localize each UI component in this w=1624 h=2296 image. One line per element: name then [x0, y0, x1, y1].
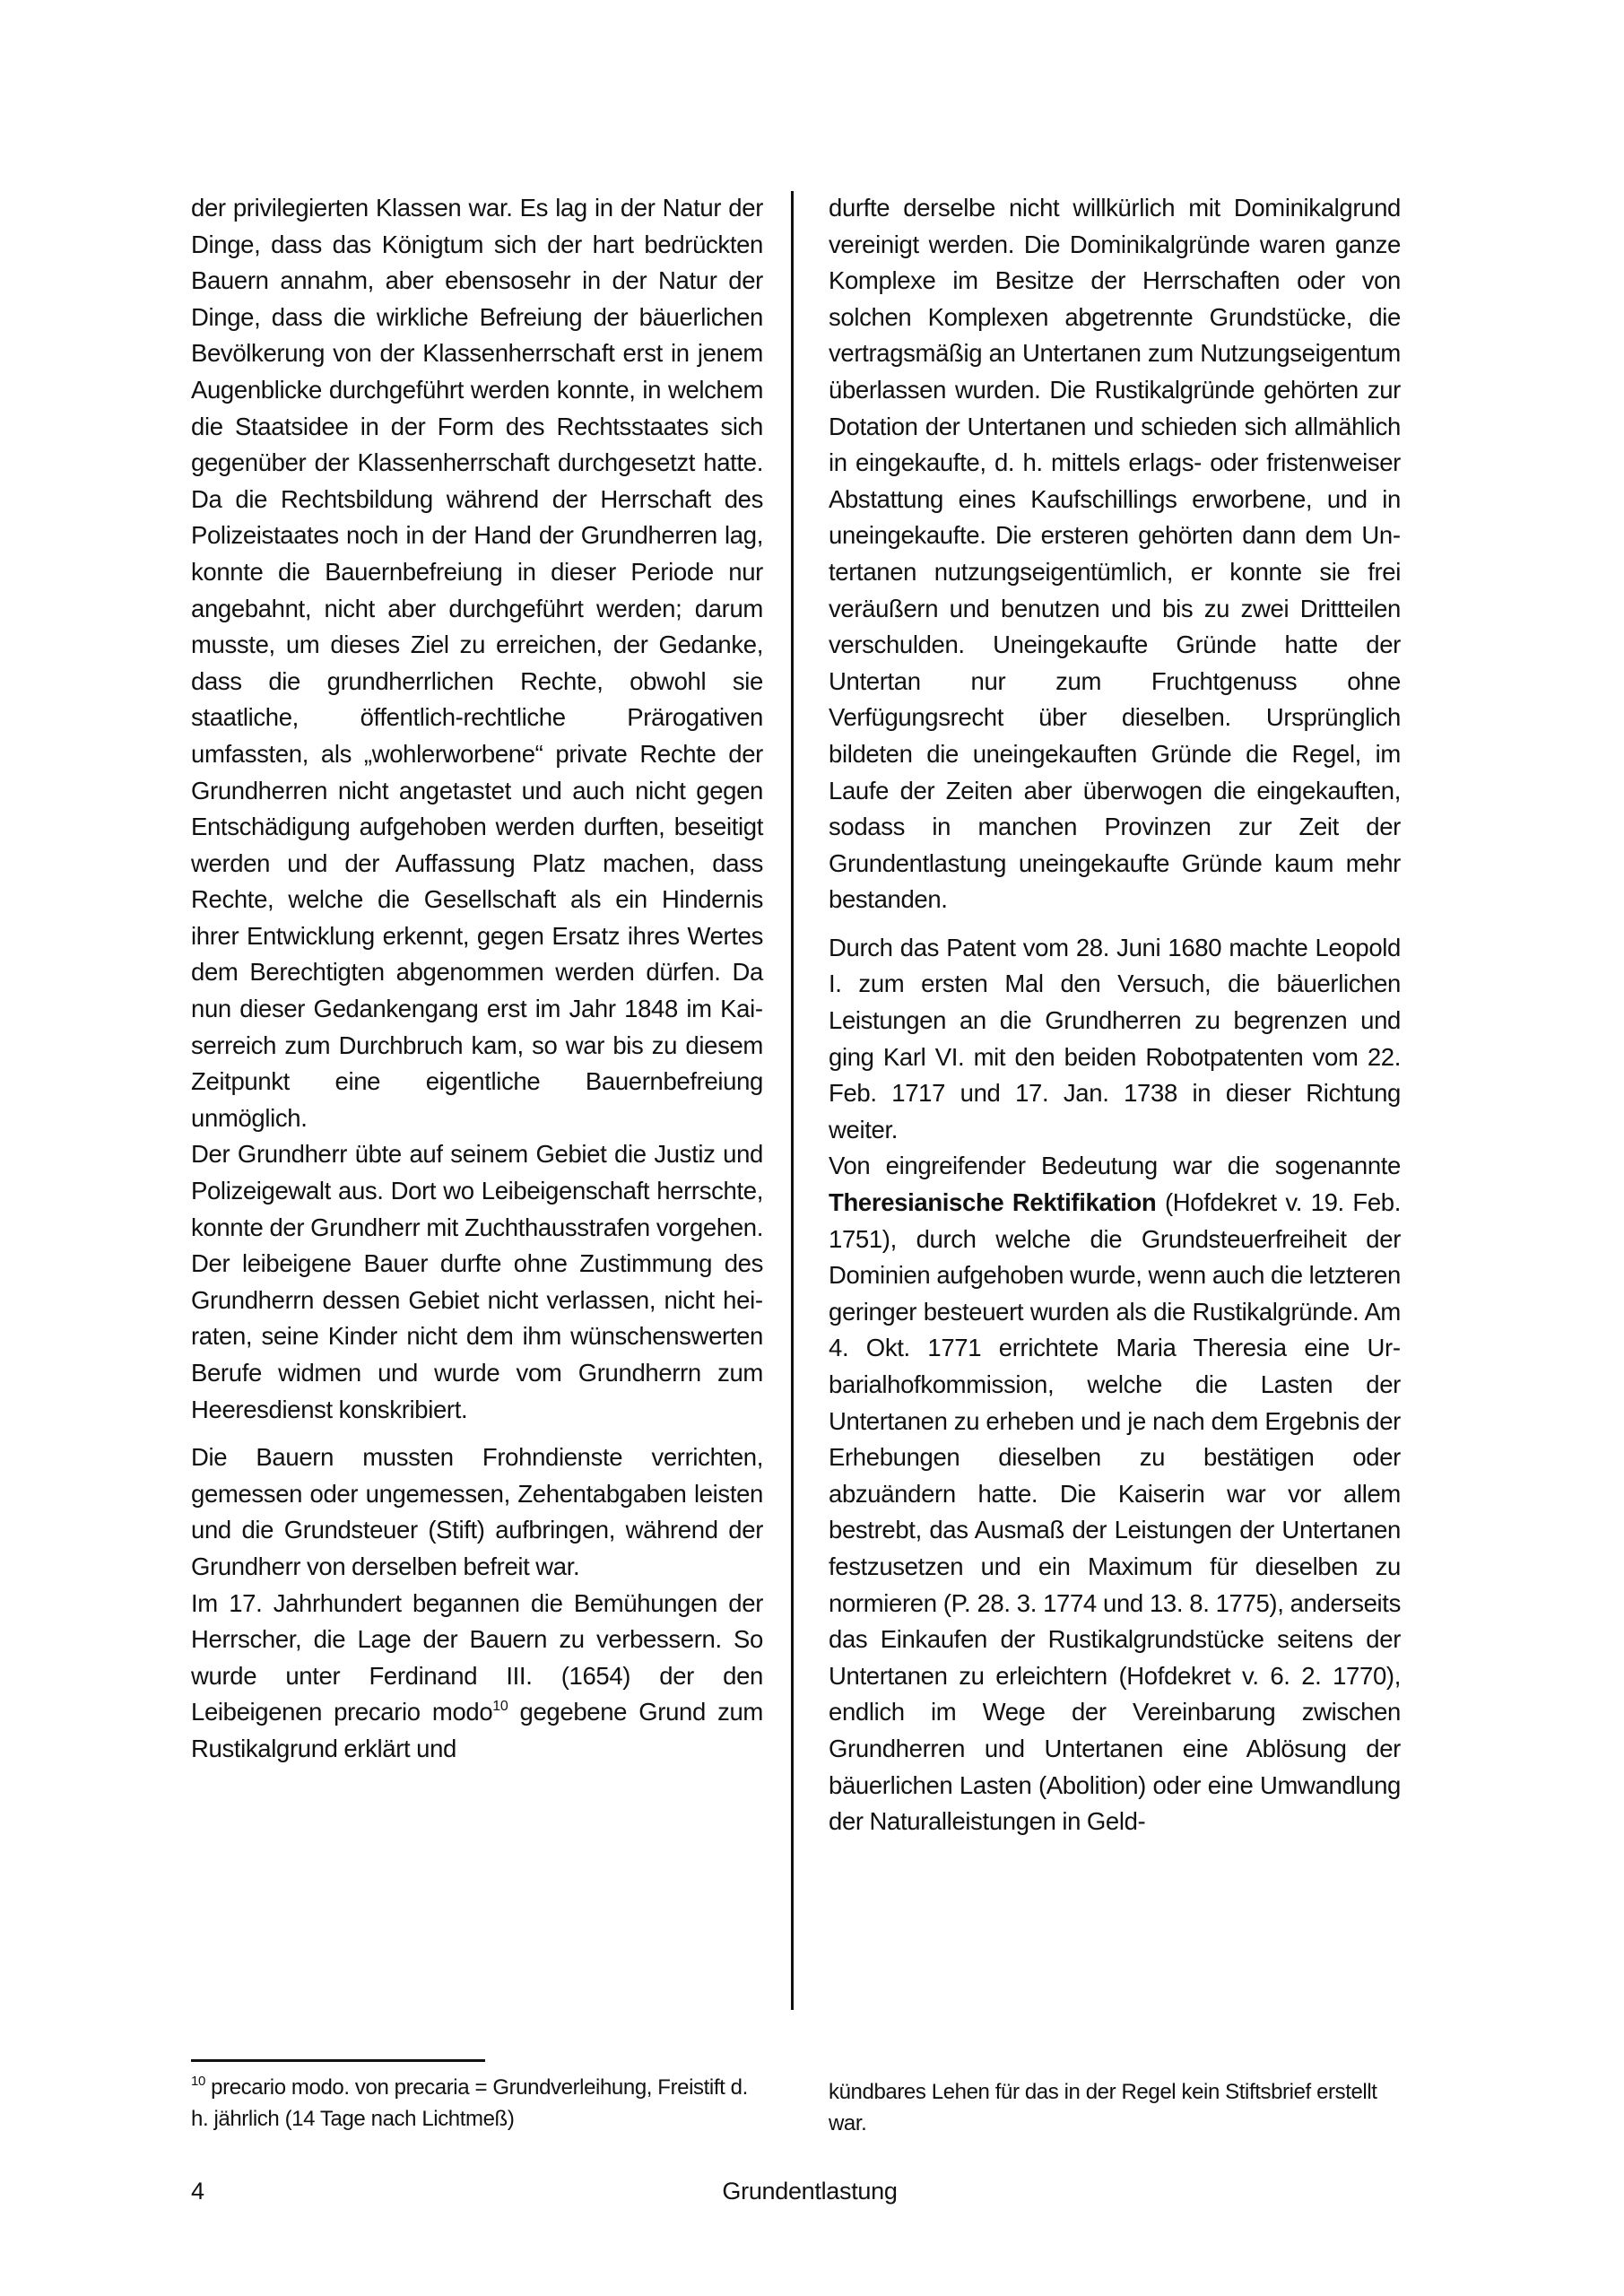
- paragraph-theresianische-rektifikation: [829, 1148, 1401, 1839]
- column-divider: [791, 191, 794, 2010]
- left-column: [191, 190, 763, 1768]
- paragraph-text: Von eingreifender Bedeutung war die sogenannte: [829, 1152, 1401, 1180]
- footnote-text: precario modo. von precaria = Grundverleihung, Freistift d. h. jährlich (14 Tage nach Lichtmeß): [191, 2075, 748, 2131]
- paragraph-text: (Hofdekret v. 19. Feb. 1751), durch welche die Grundsteuerfreiheit der Dominien aufgehoben wurde, wenn auch die letzteren geringer besteuert wurden als die Rustikalgründe. Am 4. Okt. 1771 errichtete Maria Theresia eine Urbarialhofkommission, welche die Lasten der Untertanen zu erheben und je nach dem Ergebnis der Erhebungen dieselben zu bestätigen oder abzuändern hatte. Die Kaiserin war vor allem bestrebt, das Ausmaß der Leistungen der Untertanen festzusetzen und ein Maximum für dieselben zu normieren (P. 28. 3. 1774 und 13. 8. 1775), anderseits das Einkaufen der Rustikalgrundstücke seitens der Untertanen zu erleichtern (Hofdekret v. 6. 2. 1770), endlich im Wege der Vereinbarung zwischen Grundherren und Untertanen eine Ablösung der bäuerlichen Lasten (Abolition) oder eine Umwandlung der Naturalleistungen in Geld-: [829, 1188, 1402, 1836]
- paragraph-text: Im 17. Jahrhundert begannen die Bemühungen der Herrscher, die Lage der Bauern zu verbessern. So wurde unter Ferdinand III. (1654) der den Leibeigenen precario modo: [191, 1588, 763, 1726]
- paragraph-patent-1680: Durch das Patent vom 28. Juni 1680 machte Leopold I. zum ersten Mal den Versuch, die bäuerlichen Leistungen an die Grundherren zu begrenzen und ging Karl VI. mit den beiden Robotpatenten vom 22. Feb. 1717 und 17. Jan. 1738 in dieser Richtung weiter.: [829, 933, 1401, 1144]
- paragraph-17-jahrhundert: [191, 1586, 763, 1768]
- paragraph-frohndienste: Die Bauern mussten Frohndienste verrichten, gemessen oder ungemessen, Zehentabgaben leisten und die Grundsteuer (Stift) aufbringen, während der Grundherr von derselben befreit war.: [191, 1443, 763, 1580]
- paragraph-dominikalgrund: durfte derselbe nicht willkürlich mit Dominikalgrund vereinigt werden. Die Dominikalgründe waren ganze Komplexe im Besitze der Herrschaften oder von solchen Komplexen abgetrennte Grundstücke, die vertragsmäßig an Untertanen zum Nutzungseigentum überlassen wurden. Die Rustikalgründe gehörten zur Dotation der Untertanen und schieden sich allmählich in eingekaufte, d. h. mittels erlags- oder fristenweiser Abstattung eines Kaufschillings erworbene, und in uneingekaufte. Die ersteren gehörten dann dem Untertanen nutzungseigentümlich, er konnte sie frei veräußern und benutzen und bis zu zwei Drittteilen verschulden. Uneingekaufte Gründe hatte der Untertan nur zum Fruchtgenuss ohne Verfügungsrecht über dieselben. Ursprünglich bildeten die uneingekauften Gründe die Regel, im Laufe der Zeiten aber überwogen die eingekauften, sodass in manchen Provinzen zur Zeit der Grundentlastung uneingekaufte Gründe kaum mehr bestanden.: [829, 194, 1401, 914]
- footnote-reference-10[interactable]: 10: [492, 1699, 508, 1715]
- footnote-10-left: [191, 2072, 765, 2135]
- right-column: [829, 190, 1401, 1840]
- footnote-10-continued: [829, 2076, 1403, 2139]
- running-title: Grundentlastung: [722, 2178, 898, 2205]
- page-number: 4: [191, 2178, 204, 2205]
- footnote-text: kündbares Lehen für das in der Regel kein Stiftsbrief erstellt war.: [829, 2080, 1377, 2135]
- footnote-marker: 10: [191, 2074, 205, 2089]
- paragraph-class-rule: der privilegierten Klassen war. Es lag in der Natur der Dinge, dass das Königtum sich der hart bedrückten Bauern annahm, aber ebensosehr in der Natur der Dinge, dass die wirkliche Befreiung der bäuerlichen Bevölkerung von der Klassenherrschaft erst in jenem Augenblicke durchgeführt werden konnte, in welchem die Staatsidee in der Form des Rechtsstaates sich gegenüber der Klassenherrschaft durchgesetzt hatte. Da die Rechtsbildung während der Herrschaft des Polizeistaates noch in der Hand der Grundherren lag, konnte die Bauernbefreiung in dieser Periode nur angebahnt, nicht aber durchgeführt werden; darum musste, um dieses Ziel zu erreichen, der Gedanke, dass die grundherrlichen Rechte, obwohl sie staatliche, öffentlich-rechtliche Prärogativen umfassten, als „wohlerworbene“ private Rechte der Grundherren nicht angetastet und auch nicht gegen Entschädigung aufgehoben werden durften, beseitigt werden und der Auffassung Platz machen, dass Rechte, welche die Gesellschaft als ein Hindernis ihrer Entwicklung erkennt, gegen Ersatz ihres Wertes dem Berechtigten abgenommen werden dürfen. Da nun dieser Gedankengang erst im Jahr 1848 im Kaiserreich zum Durchbruch kam, so war bis zu diesem Zeitpunkt eine eigentliche Bauernbefreiung unmöglich.: [191, 194, 763, 1132]
- bold-term: Theresianische Rektifikation: [829, 1188, 1157, 1217]
- paragraph-text: gegebene Grund zum Rustikalgrund erklärt und: [191, 1698, 763, 1762]
- footnote-separator: [191, 2059, 485, 2062]
- paragraph-grundherr-justiz: Der Grundherr übte auf seinem Gebiet die Justiz und Polizeigewalt aus. Dort wo Leibeigenschaft herrschte, konnte der Grundherr mit Zuchthausstrafen vorgehen. Der leibeigene Bauer durfte ohne Zustimmung des Grundherrn dessen Gebiet nicht verlassen, nicht heiraten, seine Kinder nicht dem ihm wünschenswerten Berufe widmen und wurde vom Grundherrn zum Heeresdienst konskribiert.: [191, 1140, 763, 1423]
